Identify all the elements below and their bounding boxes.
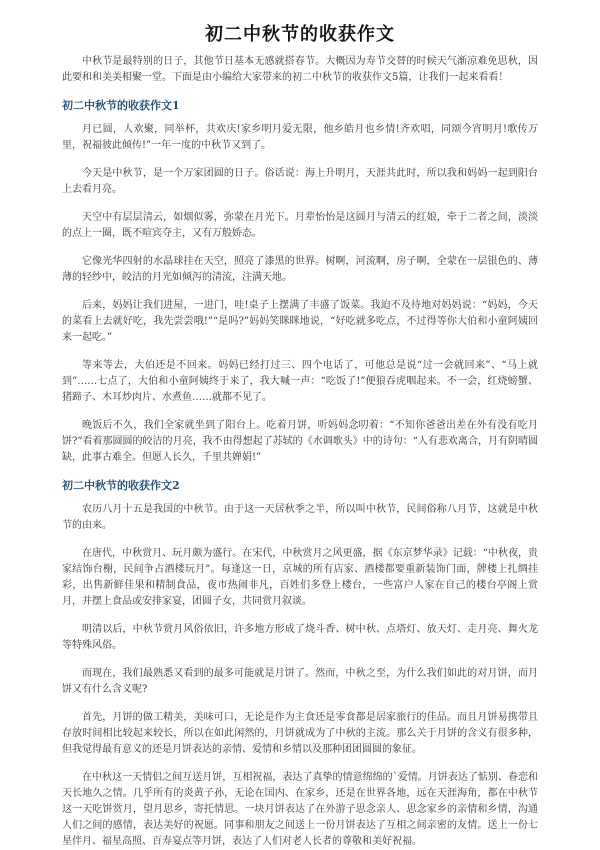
section-1-paragraph: 等来等去，大伯还是不回来。妈妈已经打过三、四个电话了，可他总是说“过一会就回来”、“马上就到”……七点了，大伯和小童阿姨终于来了，我大喊一声：“吃饭了!”便狼吞虎咽起来。不一会，红烧螃蟹、猪蹄子、木耳炒肉片、水煮鱼……就都不见了。 xyxy=(62,360,538,403)
section-1-paragraph: 月已圆，人欢聚，同举杯，共欢庆!家乡明月爱无限，他乡皓月也乡情!齐欢唱，同颂今宵明月!歌传万里，祝福彼此倾传!”一年一度的中秋节又到了。 xyxy=(62,124,538,151)
section-1-paragraph: 今天是中秋节，是一个万家团圆的日子。俗话说：海上升明月，天涯共此时，所以我和妈妈一起到阳台上去看月亮。 xyxy=(62,168,538,195)
section-1-paragraph: 后来，妈妈让我们进屋，一进门，哇!桌子上摆满了丰盛了饭菜。我迫不及待地对妈妈说：“妈妈，今天的菜看上去就好吃，我先尝尝哦!”“是吗?”妈妈笑眯眯地说，“好吃就多吃点，不过得等你大伯和小童阿姨回来一起吃。” xyxy=(62,300,538,343)
section-2-paragraph: 在中秋这一天情侣之间互送月饼，互相祝福，表达了真挚的情意绵绵的`爱情。月饼表达了惦别、眷恋和天长地久之情。几乎所有的炎黄子孙，无论在国内、在家乡，还是在世界各地，远在天涯海角，都在中秋节这一天吃饼赏月，望月思乡，寄托情思。一块月饼表达了在外游子思念亲人、思念家乡的亲情和乡情，沟通人们之间的感情，表达美好的祝愿。同事和朋友之间送上一份月饼表达了互相之间亲密的友情。送上一份七星伴月、福星高照、百寿宴点等月饼，表达了人们对老人长者的尊敬和美好祝福。 xyxy=(62,772,538,847)
section-1-paragraph: 晚饭后不久，我们全家就坐到了阳台上。吃着月饼，听妈妈念叨着：“不知你爸爸出差在外有没有吃月饼?”看着那圆圆的皎洁的月亮，我不由得想起了苏轼的《水调歌头》中的诗句：“人有悲欢离合，月有阴晴圆缺，此事古难全。但愿人长久，千里共婵娟!” xyxy=(62,420,538,463)
section-2-paragraph: 明清以后，中秋节赏月风俗依旧，许多地方形成了烧斗香、树中秋、点塔灯、放天灯、走月亮、舞火龙等特殊风俗。 xyxy=(62,624,538,651)
section-heading-2: 初二中秋节的收获作文2 xyxy=(62,479,180,492)
section-1-paragraph: 天空中有层层清云，如烟似雾，弥蒙在月光下。月辈怡怡是这圆月与清云的红娘，牵于二者之间，淡淡的点上一圈，既不喧宾夺主，又有万般娇态。 xyxy=(62,212,538,239)
section-2-paragraph: 而现在，我们最熟悉又看到的最多可能就是月饼了。然而，中秋之至，为什么我们如此的对月饼，而月饼又有什么含义呢? xyxy=(62,668,538,695)
document-title: 初二中秋节的收获作文 xyxy=(205,24,395,45)
intro-paragraph: 中秋节是最特别的日子，其他节日基本无感就搭春节。大概因为寿节交替的时候天气渐凉难免思秋，因此要和和美美相聚一堂。下面是由小编给大家带来的初二中秋节的收获作文5篇，让我们一起来看看！ xyxy=(62,56,538,83)
section-2-paragraph: 在唐代，中秋赏月、玩月颇为盛行。在宋代，中秋赏月之风更盛，据《东京梦华录》记载：“中秋夜，贵家结饰台榭，民间争占酒楼玩月”。每逢这一日，京城的所有店家、酒楼都要重新装饰门面，牌楼上扎绸挂彩，出售新鲜佳果和精制食品，夜市热闹非凡，百姓们多登上楼台，一些富户人家在自己的楼台亭阁上赏月，并摆上食品或安排家宴，团圆子女，共同赏月叙谈。 xyxy=(62,548,538,607)
section-heading-1: 初二中秋节的收获作文1 xyxy=(62,99,180,112)
section-2-paragraph: 首先，月饼的做工精美，美味可口，无论是作为主食还是零食都是居家旅行的佳品。而且月饼易携带且存放时间相比较起来较长，所以在如此闲然的，月饼就成为了中秋的主流。那么关于月饼的含义有很多种，但我觉得最有意义的还是月饼表达的亲情、爱情和乡情以及那种团团圆圆的象征。 xyxy=(62,712,538,755)
section-2-paragraph: 农历八月十五是我国的中秋节。由于这一天居秋季之半，所以叫中秋节，民间俗称八月节，这就是中秋节的由来。 xyxy=(62,504,538,531)
section-1-paragraph: 它像光华四射的水晶球挂在天空，照亮了漆黑的世界。树啊，河流啊，房子啊，全蒙在一层银色的、薄薄的轻纱中，皎洁的月光如倾泻的清流，注满天地。 xyxy=(62,256,538,283)
